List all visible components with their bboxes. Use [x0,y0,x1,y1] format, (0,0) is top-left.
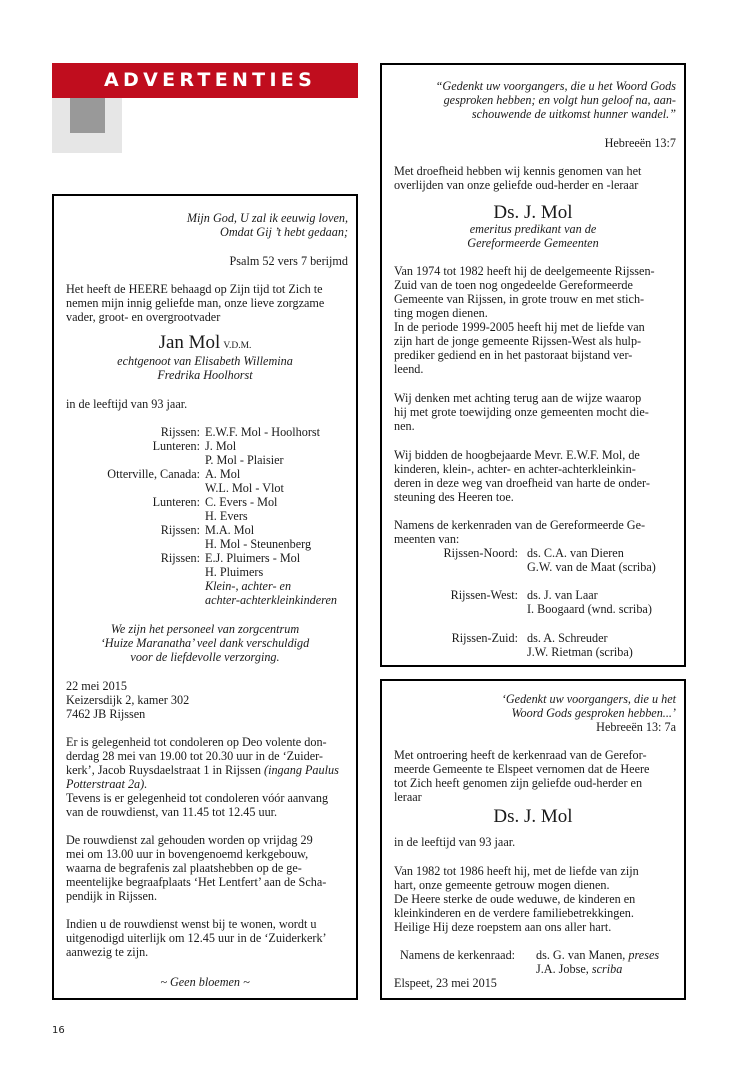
intro-line: nemen mijn innig geliefde man, onze lieve zorgzame [66,296,325,310]
quote-ref: Hebreeën 13: 7a [596,720,676,734]
invite-line: Indien u de rouwdienst wenst bij te wonen, wordt u [66,917,317,931]
para-line: meenten van: [394,532,460,546]
para-line: Gemeente van Rijssen, in grote trouw en met stich- [394,292,645,306]
signer-name: J.W. Rietman (scriba) [527,645,633,659]
para-line: Van 1982 tot 1986 heeft hij, met de liefde van zijn [394,864,639,878]
family-place: Lunteren: [152,495,200,509]
para-line: Heilige Hij deze roepstem aan ons aller hart. [394,920,612,934]
address-line: 22 mei 2015 [66,679,127,693]
quote-ref: Hebreeën 13:7 [604,136,676,150]
family-name: H. Mol - Steunenberg [205,537,312,551]
para-line: hart, onze gemeente getrouw mogen dienen. [394,878,610,892]
para-line: zijn hart de jonge gemeente Rijssen-West als hulp- [394,334,642,348]
family-place: Lunteren: [152,439,200,453]
condole-line: van de rouwdienst, van 11.45 tot 12.45 uur. [66,805,278,819]
sign-line [536,948,659,962]
condole-text: kerk’, Jacob Ruysdaelstraat 1 in Rijssen [66,763,261,777]
para-line: In de periode 1999-2005 heeft hij met de liefde van [394,320,645,334]
intro-line: meerde Gemeente te Elspeet vernomen dat de Heere [394,762,650,776]
para-line: deren in deze weg van droefheid van harte de onder- [394,476,650,490]
family-name: J. Mol [205,439,237,453]
quote-line: “Gedenkt uw voorgangers, die u het Woord Gods [435,79,676,93]
place-date: Elspeet, 23 mei 2015 [394,976,497,990]
para-line: prediker gediend en in het pastoraat bijstand ver- [394,348,633,362]
sign-role: preses [628,948,660,962]
signer-place: Rijssen-West: [450,588,518,602]
sign-name: ds. G. van Manen, [536,948,626,962]
intro-line: Met droefheid hebben wij kennis genomen van het [394,164,642,178]
para-line: Van 1974 tot 1982 heeft hij de deelgemeente Rijssen- [394,264,655,278]
para-line: De Heere sterke de oude weduwe, de kinderen en [394,892,636,906]
invite-line: aanwezig te zijn. [66,945,149,959]
para-line: nen. [394,419,415,433]
intro-line: overlijden van onze geliefde oud-herder en -leraar [394,178,639,192]
intro-line: vader, groot- en overgrootvader [66,310,221,324]
no-flowers: ~ Geen bloemen ~ [160,975,250,989]
family-name: M.A. Mol [205,523,255,537]
subtitle-line: emeritus predikant van de [469,222,597,236]
header-deco-dark [70,98,105,133]
family-name: achter-achterkleinkinderen [205,593,337,607]
intro-line: Het heeft de HEERE behaagd op Zijn tijd tot Zich te [66,282,323,296]
spouse-line: Fredrika Hoolhorst [157,368,253,382]
quote-line: Woord Gods gesproken hebben...’ [511,706,676,720]
condole-line: Potterstraat 2a). [66,777,148,791]
deceased-name [54,332,356,354]
family-place: Rijssen: [160,523,200,537]
sign-name: J.A. Jobse, [536,962,589,976]
intro-line: leraar [394,790,422,804]
condole-line: Er is gelegenheid tot condoleren op Deo volente don- [66,735,327,749]
deceased-name: Ds. J. Mol [493,202,573,223]
para-line: Zuid van de toen nog ongedeelde Gereformeerde [394,278,633,292]
condole-italic: (ingang Paulus [264,763,339,777]
verse-line: Omdat Gij ’t hebt gedaan; [220,225,348,239]
para-line: leend. [394,362,424,376]
verse-ref: Psalm 52 vers 7 berijmd [229,254,348,268]
family-name: C. Evers - Mol [205,495,278,509]
family-name: Klein-, achter- en [205,579,292,593]
spouse-line: echtgenoot van Elisabeth Willemina [117,354,293,368]
family-place: Rijssen: [160,425,200,439]
family-name: P. Mol - Plaisier [205,453,284,467]
address-line: 7462 JB Rijssen [66,707,146,721]
para-line: Wij bidden de hoogbejaarde Mevr. E.W.F. Mol, de [394,448,640,462]
service-line: De rouwdienst zal gehouden worden op vrijdag 29 [66,833,313,847]
family-name: H. Pluimers [205,565,264,579]
para-line: ting mogen dienen. [394,306,488,320]
family-name: H. Evers [205,509,248,523]
para-line: kleinkinderen en de verdere familiebetrekkingen. [394,906,634,920]
condole-line: Tevens is er gelegenheid tot condoleren vóór aanvang [66,791,329,805]
invite-line: uitgenodigd uiterlijk om 12.45 uur in de ‘Zuiderkerk’ [66,931,327,945]
name-suffix: V.D.M. [223,341,252,351]
family-name: A. Mol [205,467,241,481]
section-title: ADVERTENTIES [104,69,317,91]
sign-line [536,962,622,976]
deceased-name: Ds. J. Mol [493,806,573,827]
signer-name: I. Boogaard (wnd. scriba) [527,602,652,616]
para-line: Namens de kerkenraden van de Gereformeerde Ge- [394,518,646,532]
quote-line: gesproken hebben; en volgt hun geloof na, aan- [443,93,676,107]
para-line: kinderen, klein-, achter- en achter-achterkleinkin- [394,462,636,476]
sign-label: Namens de kerkenraad: [400,948,516,962]
service-line: meentelijke begraafplaats ‘Het Lentfert’ aan de Scha- [66,875,327,889]
intro-line: Met ontroering heeft de kerkenraad van de Gerefor- [394,748,647,762]
family-place: Otterville, Canada: [107,467,200,481]
family-name: E.W.F. Mol - Hoolhorst [205,425,321,439]
para-line: Wij denken met achting terug aan de wijze waarop [394,391,642,405]
signer-name: ds. C.A. van Dieren [527,546,624,560]
para-line: steuning des Heeren toe. [394,490,514,504]
sign-role: scriba [591,962,623,976]
family-place: Rijssen: [160,551,200,565]
page-number: 16 [52,1025,65,1036]
thanks-line: We zijn het personeel van zorgcentrum [110,622,300,636]
family-name: E.J. Pluimers - Mol [205,551,301,565]
signer-name: ds. A. Schreuder [527,631,608,645]
service-line: waarna de begrafenis zal plaatshebben op de ge- [66,861,302,875]
advertisement-rijssen [380,63,686,667]
quote-line: schouwende de uitkomst hunner wandel.” [471,107,676,121]
verse-line: Mijn God, U zal ik eeuwig loven, [186,211,348,225]
name-text: Jan Mol [158,332,221,353]
condole-line-mixed [66,763,339,777]
condole-line: derdag 28 mei van 19.00 tot 20.30 uur in de ‘Zuider- [66,749,323,763]
address-line: Keizersdijk 2, kamer 302 [66,693,190,707]
intro-line: tot Zich heeft genomen zijn geliefde oud-herder en [394,776,643,790]
age-line: in de leeftijd van 93 jaar. [394,835,516,849]
subtitle-line: Gereformeerde Gemeenten [467,236,599,250]
thanks-line: voor de liefdevolle verzorging. [130,650,280,664]
service-line: mei om 13.00 uur in bovengenoemd kerkgebouw, [66,847,309,861]
para-line: hij met grote toewijding onze gemeenten mocht die- [394,405,649,419]
signer-name: G.W. van de Maat (scriba) [527,560,656,574]
age-line: in de leeftijd van 93 jaar. [66,397,188,411]
signer-place: Rijssen-Zuid: [451,631,518,645]
signer-name: ds. J. van Laar [527,588,598,602]
thanks-line: ‘Huize Maranatha’ veel dank verschuldigd [100,636,310,650]
quote-line: ‘Gedenkt uw voorgangers, die u het [501,692,676,706]
service-line: pendijk in Rijssen. [66,889,158,903]
family-name: W.L. Mol - Vlot [205,481,284,495]
signer-place: Rijssen-Noord: [443,546,518,560]
